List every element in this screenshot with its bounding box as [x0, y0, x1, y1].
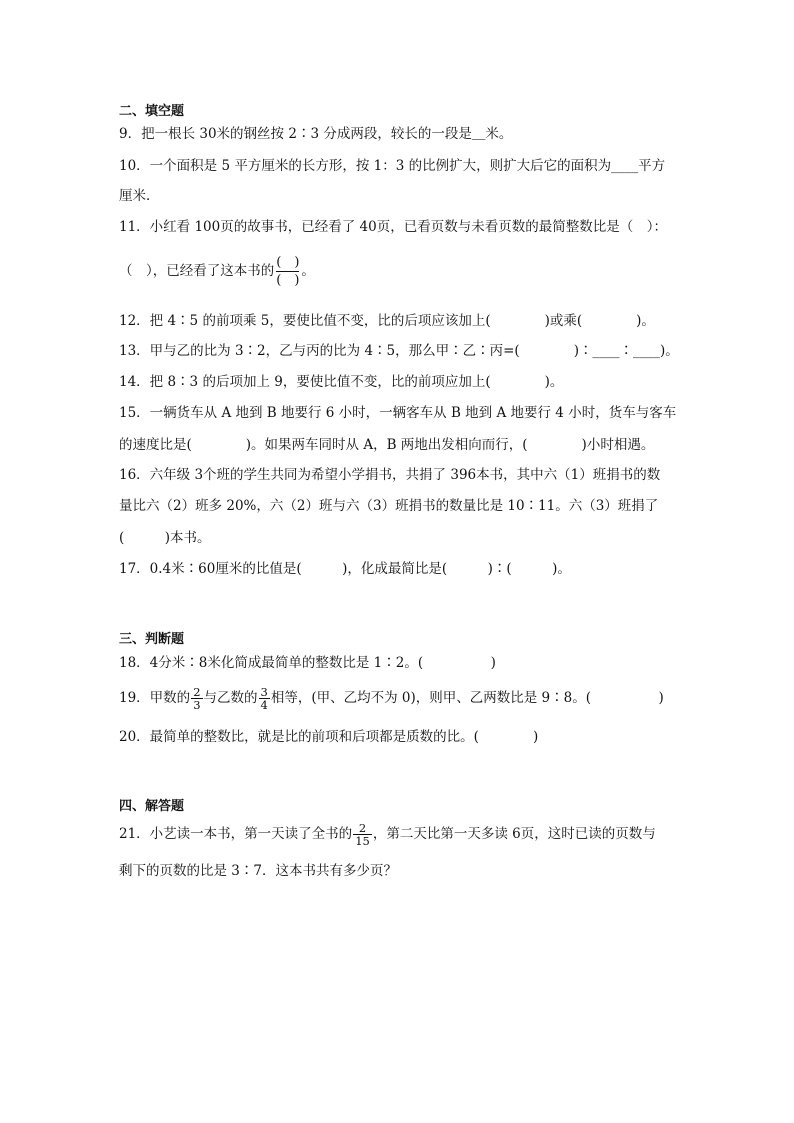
question-11-text-b: 。: [301, 263, 315, 279]
question-21-text-b: ，第二天比第一天多读 6页，这时已读的页数与: [372, 826, 656, 842]
fraction-two-thirds: [191, 686, 202, 711]
section-heading-solve: 四、解答题: [119, 799, 185, 814]
question-19-text-c: 相等，(甲、乙均不为 0)，则甲、乙两数比是 9∶8。( ): [270, 690, 664, 706]
question-9: 9．把一根长 30米的钢丝按 2∶3 分成两段，较长的一段是＿米。: [119, 126, 513, 142]
fraction-numerator: 2: [358, 821, 367, 835]
question-21-text-a: 21．小艺读一本书，第一天读了全书的: [119, 826, 353, 842]
question-21-line-1: [119, 817, 656, 851]
question-16-line-1: 16．六年级 3个班的学生共同为希望小学捐书，共捐了 396本书，其中六（1）班捐书的数: [119, 467, 661, 483]
question-20: 20．最简单的整数比，就是比的前项和后项都是质数的比。( ): [119, 729, 539, 745]
fraction-denominator: 15: [355, 834, 370, 848]
question-10-line-1: 10．一个面积是 5 平方厘米的长方形，按 1：3 的比例扩大，则扩大后它的面积为____平方: [119, 158, 666, 174]
fraction-denominator-blank: ( ): [276, 273, 300, 288]
fraction-three-quarters: [259, 686, 270, 711]
fraction-denominator: 4: [260, 698, 268, 712]
question-15-line-2: 的速度比是( )。如果两车同时从 A，B 两地出发相向而行，( )小时相遇。: [119, 437, 655, 453]
question-19-text-a: 19．甲数的: [119, 690, 191, 706]
question-12: 12．把 4∶5 的前项乘 5，要使比值不变，比的后项应该加上( )或乘( )。: [119, 313, 655, 329]
fraction-numerator: 3: [260, 685, 268, 699]
question-21-line-2: 剩下的页数的比是 3∶7．这本书共有多少页？: [119, 863, 397, 879]
question-11-text-a: （ ），已经看了这本书的: [119, 263, 275, 279]
question-16-line-2: 量比六（2）班多 20%，六（2）班与六（3）班捐书的数量比是 10∶11。六（3）班捐了: [119, 498, 659, 514]
question-18: 18．4分米∶8米化简成最简单的整数比是 1∶2。( ): [119, 655, 496, 671]
section-heading-fill-blank: 二、填空题: [119, 104, 185, 119]
question-11-line-1: 11．小红看 100页的故事书，已经看了 40页，已看页数与未看页数的最简整数比是（ ）：: [119, 219, 667, 235]
fraction-denominator: 3: [193, 698, 201, 712]
fraction-numerator-blank: ( ): [276, 255, 300, 270]
section-heading-judge: 三、判断题: [119, 632, 185, 647]
question-14: 14．把 8∶3 的后项加上 9，要使比值不变，比的前项应加上( )。: [119, 374, 564, 390]
fraction-two-fifteenths: [353, 822, 372, 847]
question-10-line-2: 厘米．: [119, 188, 160, 204]
question-11-line-2: [119, 252, 315, 290]
question-13: 13．甲与乙的比为 3∶2，乙与丙的比为 4∶5，那么甲∶乙∶丙=( )∶____∶____)。: [119, 343, 679, 359]
blank-fraction: [276, 254, 299, 289]
question-19: [119, 681, 664, 715]
question-15-line-1: 15．一辆货车从 A 地到 B 地要行 6 小时，一辆客车从 B 地到 A 地要行 4 小时，货车与客车: [119, 405, 677, 421]
question-17: 17．0.4米∶60厘米的比值是( )，化成最简比是( )∶( )。: [119, 561, 571, 577]
question-19-text-b: 与乙数的: [203, 690, 258, 706]
fraction-numerator: 2: [193, 685, 201, 699]
question-16-line-3: ( )本书。: [119, 530, 211, 546]
